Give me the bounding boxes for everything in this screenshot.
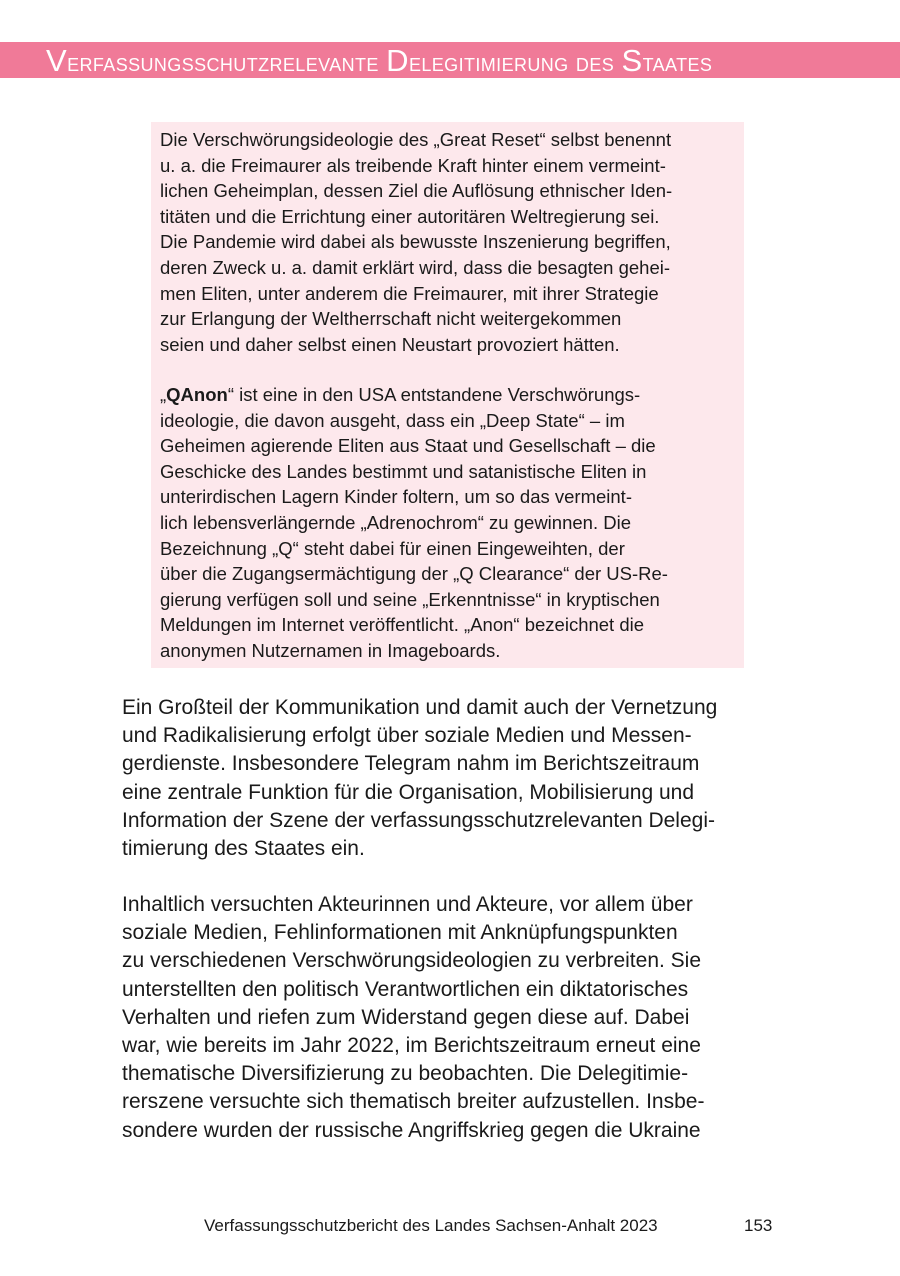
text-line: u. a. die Freimaurer als treibende Kraft hinter einem vermeint- — [160, 154, 666, 176]
text-line: unterstellten den politisch Verantwortlichen ein diktatorisches — [122, 977, 689, 1001]
text-line: Geheimen agierende Eliten aus Staat und Gesellschaft – die — [160, 435, 656, 457]
text-line: zu verschiedenen Verschwörungsideologien zu verbreiten. Sie — [122, 949, 702, 973]
text-line: Meldungen im Internet veröffentlicht. „Anon“ bezeichnet die — [160, 614, 645, 636]
text-line: gerdienste. Insbesondere Telegram nahm im Berichtszeitraum — [122, 752, 700, 776]
text-line: titäten und die Errichtung einer autoritären Weltregierung sei. — [160, 205, 660, 227]
title-initial: S — [621, 43, 643, 78]
text-line: unterirdischen Lagern Kinder foltern, um so das vermeint- — [160, 486, 632, 508]
text-line: deren Zweck u. a. damit erklärt wird, dass die besagten gehei- — [160, 256, 671, 278]
title-rest: taates — [642, 49, 713, 77]
text-line: ideologie, die davon ausgeht, dass ein „Deep State“ – im — [160, 409, 625, 431]
text-line: Bezeichnung „Q“ steht dabei für einen Eingeweihten, der — [160, 537, 625, 559]
page-number: 153 — [744, 1216, 773, 1235]
text-line: lich lebensverlängernde „Adrenochrom“ zu gewinnen. Die — [160, 511, 631, 533]
title-rest: erfassungsschutzrelevante — [67, 49, 387, 77]
text-line: gierung verfügen soll und seine „Erkenntnisse“ in kryptischen — [160, 588, 660, 610]
text-line: anonymen Nutzernamen in Imageboards. — [160, 639, 501, 661]
open-quote: „ — [160, 384, 167, 405]
text-line: sondere wurden der russische Angriffskrieg gegen die Ukraine — [122, 1118, 701, 1142]
text-line: Die Verschwörungsideologie des „Great Reset“ selbst benennt — [160, 129, 672, 150]
title-initial: V — [46, 43, 68, 78]
text-line: timierung des Staates ein. — [122, 837, 365, 861]
text-line: Verhalten und riefen zum Widerstand gegen diese auf. Dabei — [122, 1005, 690, 1029]
text-line: thematische Diversifizierung zu beobachten. Die Delegitimie- — [122, 1062, 689, 1086]
body-paragraph-content — [122, 891, 704, 1145]
page-title — [46, 42, 712, 78]
text-line: zur Erlangung der Weltherrschaft nicht weitergekommen — [160, 308, 622, 330]
text-line: soziale Medien, Fehlinformationen mit Anknüpfungspunkten — [122, 921, 678, 945]
text-line: Ein Großteil der Kommunikation und damit auch der Vernetzung — [122, 696, 718, 719]
text-line: über die Zugangsermächtigung der „Q Clearance“ der US-Re- — [160, 563, 668, 585]
info-paragraph-great-reset — [160, 127, 672, 357]
info-paragraph-qanon — [160, 382, 668, 664]
title-initial: D — [386, 43, 409, 78]
text-line — [160, 382, 668, 408]
body-paragraph-communication — [122, 694, 717, 863]
text-line-rest: “ ist eine in den USA entstandene Verschwörungs- — [227, 384, 641, 405]
text-line: lichen Geheimplan, dessen Ziel die Auflösung ethnischer Iden- — [160, 180, 673, 202]
footer-text: Verfassungsschutzbericht des Landes Sachsen-Anhalt 2023 — [204, 1216, 658, 1235]
text-line: Geschicke des Landes bestimmt und satanistische Eliten in — [160, 460, 647, 482]
text-line: und Radikalisierung erfolgt über soziale Medien und Messen- — [122, 724, 692, 748]
text-line: Inhaltlich versuchten Akteurinnen und Akteure, vor allem über — [122, 893, 693, 916]
text-line: war, wie bereits im Jahr 2022, im Berichtszeitraum erneut eine — [122, 1034, 701, 1058]
qanon-term: QAnon — [166, 384, 228, 405]
text-line: seien und daher selbst einen Neustart provoziert hätten. — [160, 333, 620, 355]
text-line: eine zentrale Funktion für die Organisation, Mobilisierung und — [122, 780, 694, 804]
text-line: Information der Szene der verfassungsschutzrelevanten Delegi- — [122, 808, 715, 832]
text-line: men Eliten, unter anderem die Freimaurer, mit ihrer Strategie — [160, 282, 659, 304]
text-line: rerszene versuchte sich thematisch breiter aufzustellen. Insbe- — [122, 1090, 705, 1114]
title-rest: elegitimierung des — [408, 49, 622, 77]
text-line: Die Pandemie wird dabei als bewusste Inszenierung begriffen, — [160, 231, 671, 253]
